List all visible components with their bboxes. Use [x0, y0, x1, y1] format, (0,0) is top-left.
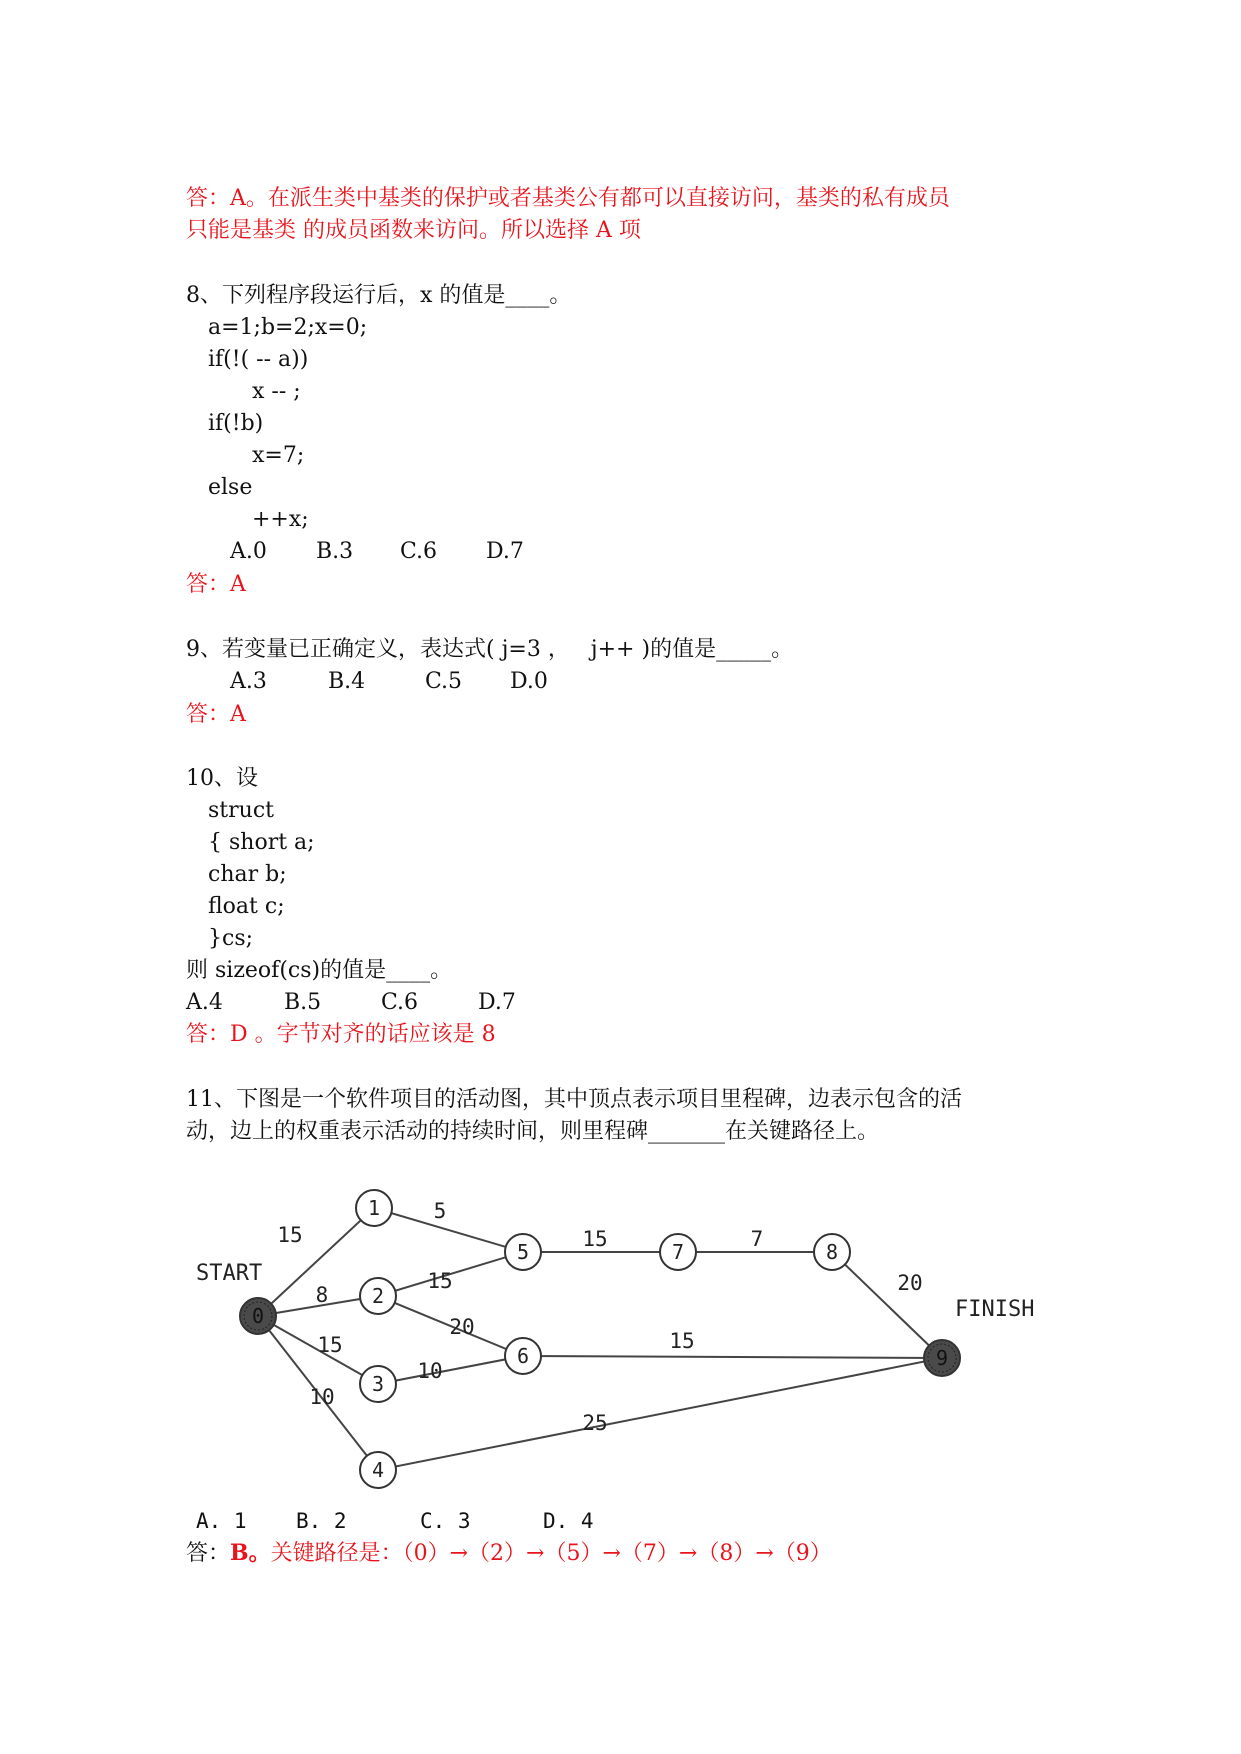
start-label: START: [196, 1261, 263, 1286]
q11-option-b: B. 2: [296, 1509, 347, 1533]
edge-8-9: [832, 1252, 942, 1358]
q8-code-line: x=7;: [252, 443, 305, 468]
q10-answer: 答：D 。字节对齐的话应该是 8: [186, 1022, 496, 1047]
q8-code-line: if(!( -- a)): [208, 347, 309, 372]
q10-code-line: char b;: [208, 862, 287, 887]
node-label: 5: [516, 1240, 530, 1264]
edge-weight-label: 20: [897, 1271, 923, 1295]
q8-question: 8、下列程序段运行后，x 的值是____。: [186, 283, 572, 308]
node-label: 0: [251, 1304, 265, 1328]
edge-weight-label: 7: [750, 1227, 764, 1251]
node-label: 4: [371, 1458, 385, 1482]
q8-option-d: D.7: [486, 539, 524, 564]
edge-weight-label: 15: [277, 1223, 303, 1247]
edge-weight-label: 8: [315, 1283, 329, 1307]
edge-3-6: [378, 1356, 523, 1384]
edge-4-9: [378, 1358, 942, 1470]
edge-weight-label: 15: [317, 1333, 343, 1357]
edge-6-9: [523, 1356, 942, 1358]
q11-question-line2: 动，边上的权重表示活动的持续时间，则里程碑_______在关键路径上。: [186, 1119, 880, 1144]
q10-option-c: C.6: [381, 990, 419, 1015]
q8-option-c: C.6: [400, 539, 438, 564]
q9-option-a: A.3: [230, 669, 267, 694]
q9-option-c: C.5: [425, 669, 463, 694]
q10-code-line: { short a;: [208, 830, 315, 855]
q11-option-a: A. 1: [196, 1509, 247, 1533]
q7-answer-line2: 只能是基类 的成员函数来访问。所以选择 A 项: [186, 218, 641, 243]
node-label: 9: [935, 1346, 949, 1370]
edge-weight-label: 15: [582, 1227, 608, 1251]
q11-option-d: D. 4: [543, 1509, 594, 1533]
edge-weight-label: 25: [582, 1411, 608, 1435]
q10-option-d: D.7: [478, 990, 516, 1015]
edge-weight-label: 20: [449, 1315, 475, 1339]
q11-answer: [186, 1540, 832, 1567]
edge-weight-label: 15: [669, 1329, 695, 1353]
finish-label: FINISH: [955, 1297, 1035, 1322]
edge-weight-label: 10: [309, 1385, 335, 1409]
node-label: 6: [516, 1344, 530, 1368]
q10-option-b: B.5: [284, 990, 322, 1015]
q10-code-line: struct: [208, 798, 274, 823]
q10-stem: 则 sizeof(cs)的值是____。: [186, 958, 453, 983]
answer-prefix: 答：: [186, 1541, 231, 1566]
q7-answer-line1: 答：A。在派生类中基类的保护或者基类公有都可以直接访问，基类的私有成员: [186, 186, 950, 211]
q9-option-b: B.4: [328, 669, 366, 694]
edge-weight-label: 15: [427, 1269, 453, 1293]
q10-question: 10、设: [186, 766, 258, 791]
node-label: 3: [371, 1372, 385, 1396]
q8-code-line: ++x;: [252, 507, 309, 532]
q10-option-a: A.4: [186, 990, 223, 1015]
q8-code-line: else: [208, 475, 253, 500]
q11-option-c: C. 3: [420, 1509, 471, 1533]
edge-1-5: [374, 1208, 523, 1252]
edge-weight-label: 5: [433, 1199, 447, 1223]
node-label: 8: [825, 1240, 839, 1264]
q10-code-line: float c;: [208, 894, 285, 919]
q8-code-line: a=1;b=2;x=0;: [208, 315, 368, 340]
q11-question-line1: 11、下图是一个软件项目的活动图，其中顶点表示项目里程碑，边表示包含的活: [186, 1087, 962, 1112]
node-label: 1: [367, 1196, 381, 1220]
edge-weight-label: 10: [417, 1359, 443, 1383]
q10-code-line: }cs;: [208, 926, 254, 951]
q9-answer: 答：A: [186, 702, 246, 727]
q8-answer: 答：A: [186, 572, 246, 597]
q8-option-b: B.3: [316, 539, 354, 564]
answer-letter: B。: [230, 1540, 271, 1566]
q8-code-line: if(!b): [208, 411, 264, 436]
node-label: 7: [671, 1240, 685, 1264]
node-label: 2: [371, 1284, 385, 1308]
answer-text: 关键路径是：（0）→（2）→（5）→（7）→（8）→（9）: [270, 1541, 832, 1566]
q9-question: 9、若变量已正确定义，表达式( j=3 ， j++ )的值是_____。: [186, 637, 794, 662]
q8-code-line: x -- ;: [252, 379, 301, 404]
q9-option-d: D.0: [510, 669, 548, 694]
q8-option-a: A.0: [230, 539, 267, 564]
